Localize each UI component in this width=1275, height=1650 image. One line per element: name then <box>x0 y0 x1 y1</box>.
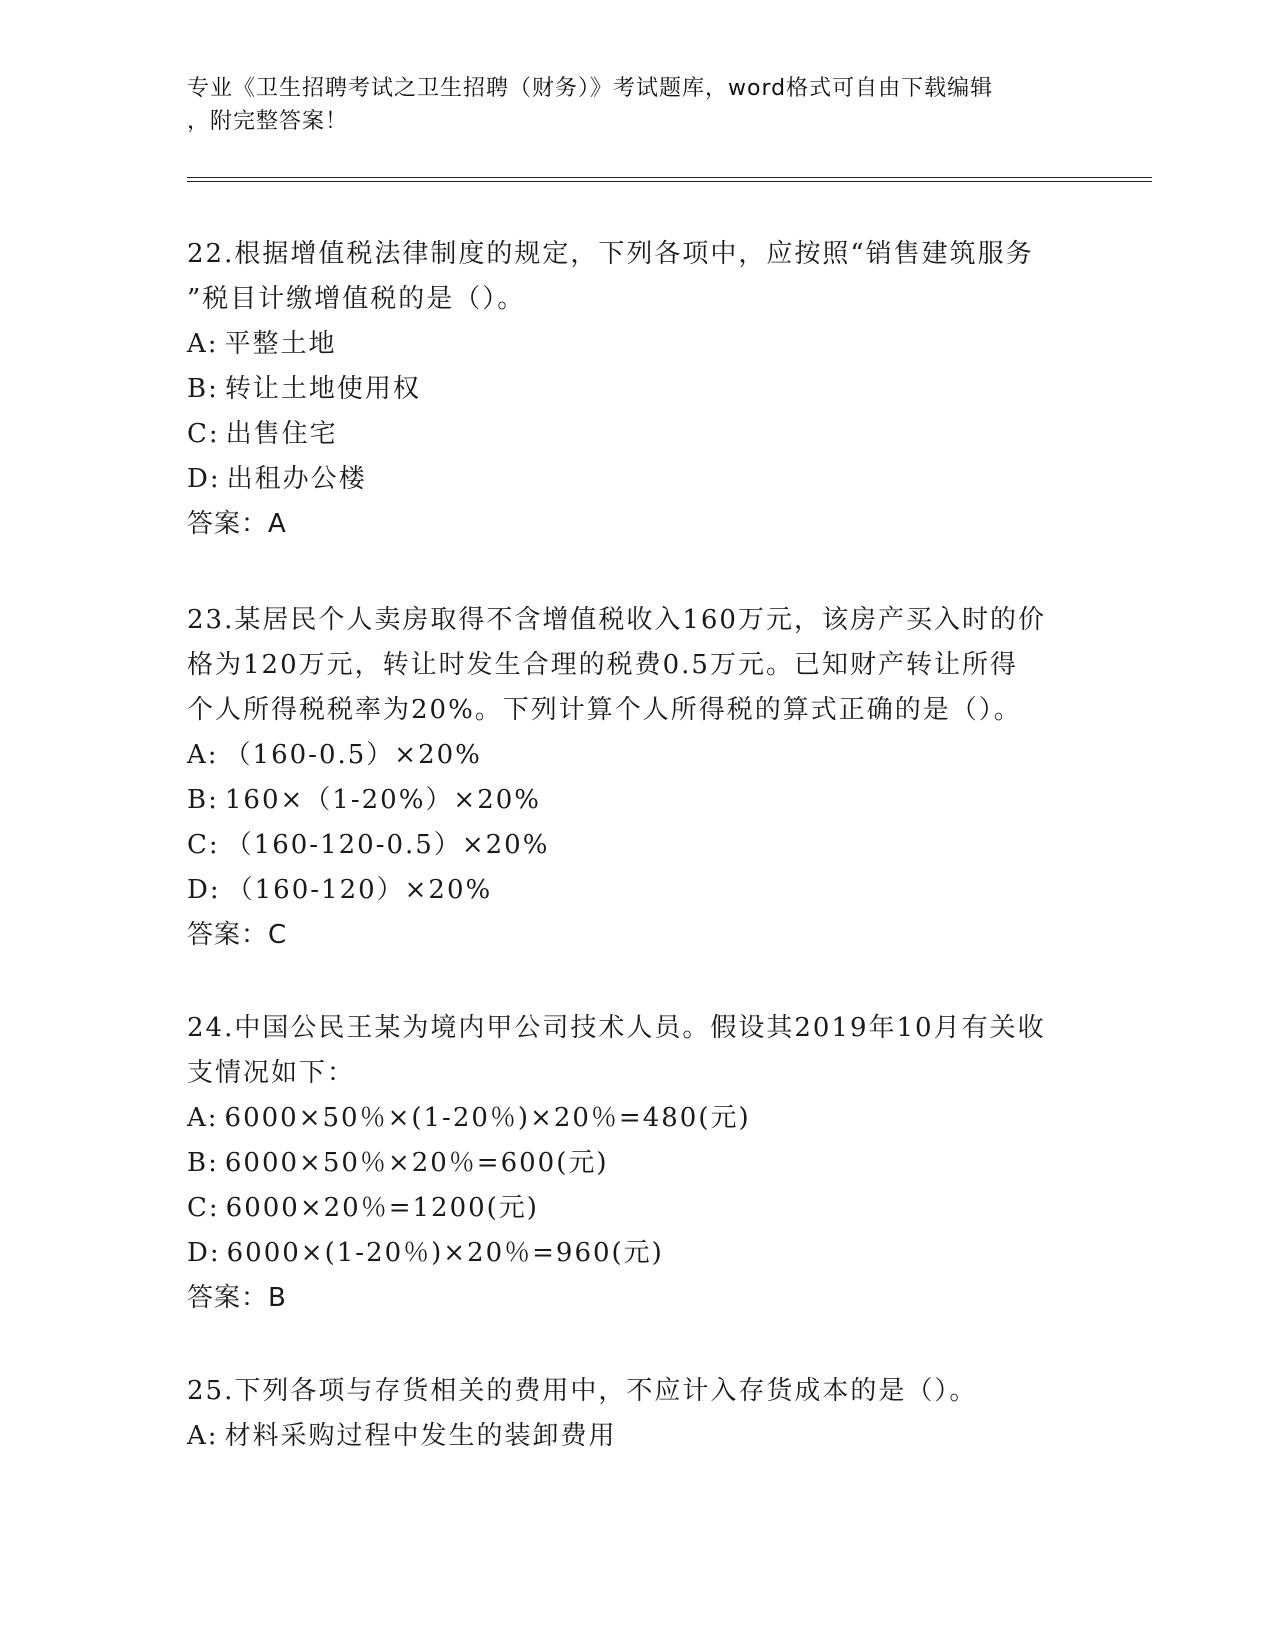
question-25 <box>187 1369 1087 1459</box>
option-key: B: <box>187 785 219 815</box>
option-a <box>187 1414 1087 1459</box>
option-key: C: <box>187 419 220 449</box>
header-divider-top <box>187 177 1152 178</box>
question-23 <box>187 598 1087 958</box>
option-key: A: <box>187 1421 219 1451</box>
document-header <box>187 72 1087 138</box>
option-text: （160-0.5）×20% <box>224 740 482 770</box>
question-stem-line: 23.某居民个人卖房取得不含增值税收入160万元，该房产买入时的价 <box>187 605 1046 635</box>
option-d <box>187 1231 1087 1276</box>
option-a <box>187 733 1087 778</box>
option-a <box>187 1096 1087 1141</box>
option-text: 平整土地 <box>224 329 337 359</box>
option-key: A: <box>187 1103 219 1133</box>
option-text: 6000×(1-20％)×20％=960(元) <box>226 1238 664 1268</box>
header-divider-bottom <box>187 181 1152 182</box>
option-key: A: <box>187 329 219 359</box>
question-stem-line: 格为120万元，转让时发生合理的税费0.5万元。已知财产转让所得 <box>187 650 1018 680</box>
option-text: 转让土地使用权 <box>224 374 421 404</box>
question-24 <box>187 1006 1087 1321</box>
option-text: （160-120-0.5）×20% <box>225 830 550 860</box>
option-b <box>187 367 1087 412</box>
option-key: D: <box>187 1238 221 1268</box>
option-text: （160-120）×20% <box>226 875 493 905</box>
option-text: 160×（1-20%）×20% <box>224 785 541 815</box>
option-text: 出售住宅 <box>225 419 338 449</box>
option-b <box>187 1141 1087 1186</box>
option-key: C: <box>187 1193 220 1223</box>
option-key: B: <box>187 1148 219 1178</box>
option-text: 6000×20％=1200(元) <box>225 1193 539 1223</box>
option-c <box>187 1186 1087 1231</box>
question-stem-line: 个人所得税税率为20%。下列计算个人所得税的算式正确的是（）。 <box>187 695 1022 725</box>
question-22 <box>187 232 1087 547</box>
question-stem-line: 22.根据增值税法律制度的规定，下列各项中，应按照“销售建筑服务 <box>187 239 1034 269</box>
option-key: D: <box>187 464 221 494</box>
option-text: 6000×50％×20％=600(元) <box>224 1148 609 1178</box>
option-d <box>187 868 1087 913</box>
answer-line: 答案：A <box>187 509 287 539</box>
question-stem-line: 24.中国公民王某为境内甲公司技术人员。假设其2019年10月有关收 <box>187 1013 1046 1043</box>
option-key: D: <box>187 875 221 905</box>
answer-line: 答案：C <box>187 920 288 950</box>
question-stem-line: 支情况如下： <box>187 1058 356 1088</box>
option-c <box>187 823 1087 868</box>
option-text: 6000×50％×(1-20％)×20％=480(元) <box>224 1103 751 1133</box>
header-line-1: 专业《卫生招聘考试之卫生招聘（财务）》考试题库，word格式可自由下载编辑 <box>187 76 994 101</box>
option-c <box>187 412 1087 457</box>
option-key: B: <box>187 374 219 404</box>
option-b <box>187 778 1087 823</box>
option-key: A: <box>187 740 219 770</box>
option-key: C: <box>187 830 220 860</box>
answer-line: 答案：B <box>187 1283 287 1313</box>
option-d <box>187 457 1087 502</box>
header-line-2: ，附完整答案！ <box>187 109 349 134</box>
question-stem-line: 25.下列各项与存货相关的费用中，不应计入存货成本的是（）。 <box>187 1376 978 1406</box>
option-text: 材料采购过程中发生的装卸费用 <box>224 1421 617 1451</box>
option-a <box>187 322 1087 367</box>
question-stem-line: ”税目计缴增值税的是（）。 <box>187 284 526 314</box>
option-text: 出租办公楼 <box>226 464 367 494</box>
